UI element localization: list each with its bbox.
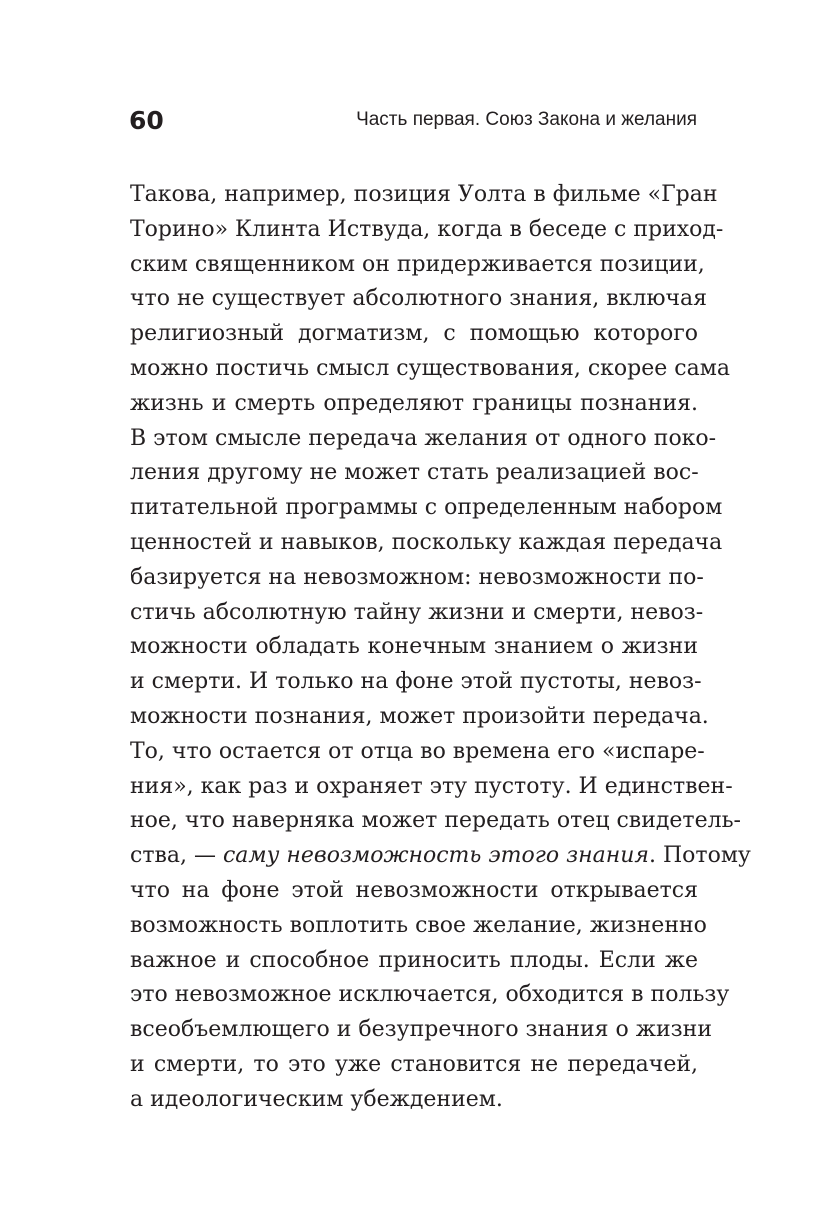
text-line: можности обладать конечным знанием о жизни [130, 634, 698, 660]
text-line: возможность воплотить свое желание, жизненно [130, 912, 707, 938]
text-line: религиозный догматизм, с помощью которого [130, 321, 698, 347]
text-line: Торино» Клинта Иствуда, когда в беседе с приход- [130, 216, 724, 242]
text-fragment: . Потому [648, 843, 751, 869]
text-line: что на фоне этой невозможности открывается [130, 877, 698, 903]
text-line: что не существует абсолютного знания, включая [130, 286, 708, 312]
text-line: жизнь и смерть определяют границы познания. [130, 390, 698, 416]
body-paragraph [130, 178, 751, 1118]
text-line: питательной программы с определенным набором [130, 495, 723, 521]
text-line: и смерти. И только на фоне этой пустоты, невоз- [130, 669, 702, 695]
text-line: всеобъемлющего и безупречного знания о жизни [130, 1017, 713, 1043]
text-line: ценностей и навыков, поскольку каждая передача [130, 529, 723, 555]
text-line: можности познания, может произойти передача. [130, 703, 709, 729]
page-number: 60 [129, 106, 164, 135]
text-line: важное и способное приносить плоды. Если же [130, 947, 698, 973]
italic-emphasis: саму невозможность этого знания [222, 843, 649, 869]
running-header: Часть первая. Союз Закона и желания [356, 109, 697, 130]
text-line: это невозможное исключается, обходится в пользу [130, 982, 730, 1008]
text-line: базируется на невозможном: невозможности по- [130, 564, 704, 590]
text-line: То, что остается от отца во времена его «испаре- [130, 738, 705, 764]
text-line: В этом смысле передача желания от одного поко- [130, 425, 717, 451]
text-fragment: ства, — [130, 843, 223, 869]
text-line: а идеологическим убеждением. [130, 1086, 503, 1112]
text-line: ления другому не может стать реализацией вос- [130, 460, 699, 486]
text-line: ским священником он придерживается позиции, [130, 251, 705, 277]
text-line-with-italic [130, 839, 751, 874]
text-line: ное, что наверняка может передать отец свидетель- [130, 808, 741, 834]
text-line: ния», как раз и охраняет эту пустоту. И единствен- [130, 773, 733, 799]
text-line: можно постичь смысл существования, скорее сама [130, 355, 730, 381]
text-line: Такова, например, позиция Уолта в фильме «Гран [130, 182, 718, 207]
text-line: стичь абсолютную тайну жизни и смерти, невоз- [130, 599, 704, 625]
text-line: и смерти, то это уже становится не передачей, [130, 1051, 698, 1077]
